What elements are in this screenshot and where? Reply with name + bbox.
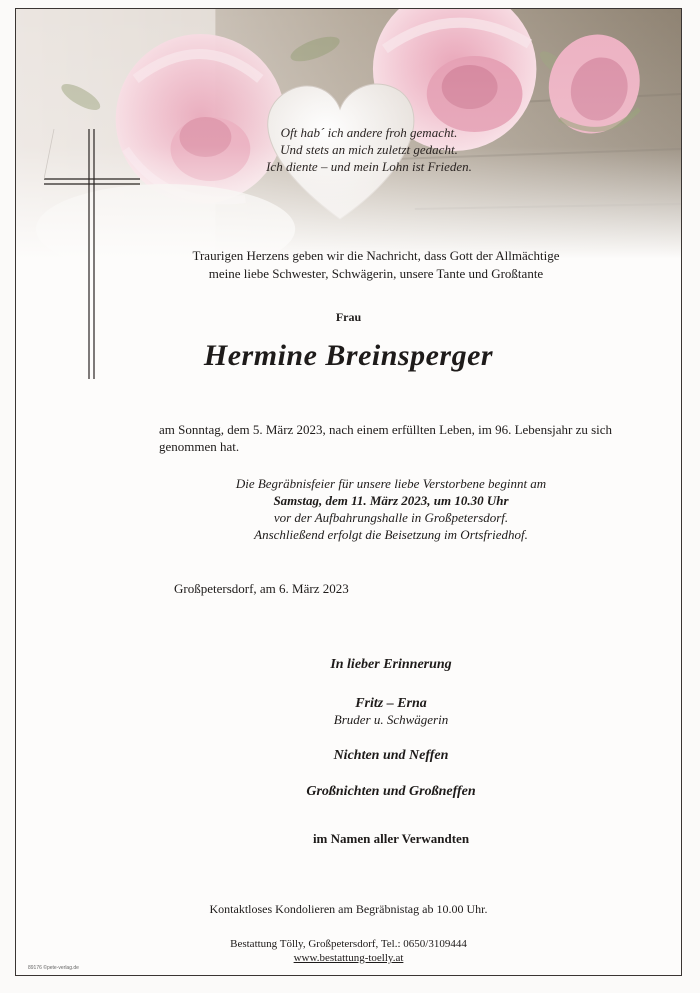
funeral-line: Die Begräbnisfeier für unsere liebe Verstorbene beginnt am: [235, 476, 547, 491]
print-code: 89176 ©pete-verlag.de: [28, 965, 79, 971]
funeral-line: vor der Aufbahrungshalle in Großpetersdorf.: [273, 510, 509, 525]
funeral-date-time: Samstag, dem 11. März 2023, um 10.30 Uhr: [273, 493, 509, 508]
mourner-relation: Bruder u. Schwägerin: [333, 712, 449, 727]
deceased-name: Hermine Breinsperger: [203, 339, 494, 372]
poem: [224, 124, 514, 175]
mourner-group: Großnichten und Großneffen: [306, 784, 476, 799]
poem-line: Oft hab´ ich andere froh gemacht.: [280, 125, 458, 140]
mourner-group: Nichten und Neffen: [333, 748, 449, 763]
mourner-names: Fritz – Erna: [355, 696, 427, 711]
mourners-heading: In lieber Erinnerung: [330, 657, 452, 672]
obituary-frame: [15, 8, 682, 976]
death-notice: am Sonntag, dem 5. März 2023, nach einem erfüllten Leben, im 96. Lebensjahr zu sich genommen hat.: [159, 422, 613, 454]
poem-line: Ich diente – und mein Lohn ist Frieden.: [266, 159, 472, 174]
funeral-details: [166, 475, 616, 543]
salutation: Frau: [335, 310, 362, 324]
funeral-line: Anschließend erfolgt die Beisetzung im Ortsfriedhof.: [254, 527, 528, 542]
place-date: Großpetersdorf, am 6. März 2023: [174, 581, 349, 596]
intro-line: Traurigen Herzens geben wir die Nachricht, dass Gott der Allmächtige: [192, 248, 560, 263]
funeral-home-contact: Bestattung Tölly, Großpetersdorf, Tel.: 0650/3109444: [230, 938, 467, 950]
mourners-closing: im Namen aller Verwandten: [312, 831, 470, 846]
mourners-section: [166, 657, 616, 847]
funeral-home-website-link[interactable]: www.bestattung-toelly.at: [293, 952, 404, 964]
funeral-home: [16, 937, 681, 965]
intro-text: [166, 247, 586, 283]
poem-line: Und stets an mich zuletzt gedacht.: [280, 142, 458, 157]
intro-line: meine liebe Schwester, Schwägerin, unsere Tante und Großtante: [208, 266, 544, 281]
condolence-note: Kontaktloses Kondolieren am Begräbnistag ab 10.00 Uhr.: [209, 902, 488, 916]
